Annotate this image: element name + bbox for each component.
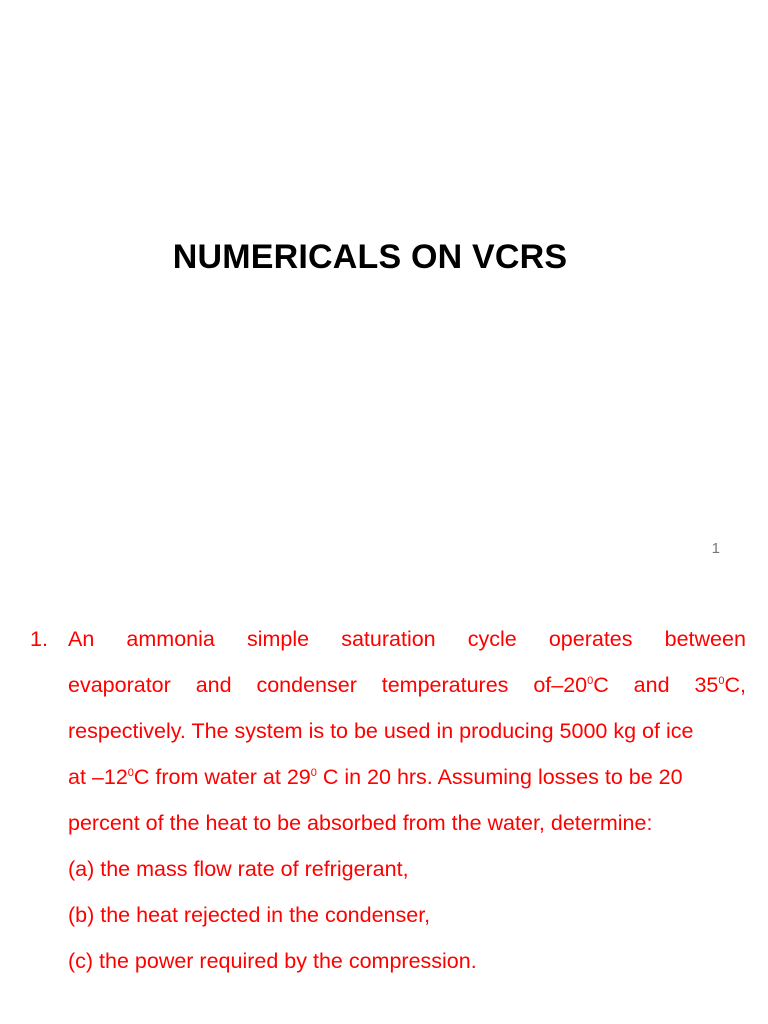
word: An: [68, 627, 95, 651]
word: temperatures: [381, 673, 509, 697]
problem-line-4: [68, 754, 746, 800]
word: between: [664, 627, 746, 651]
degree-superscript: 0: [310, 767, 317, 779]
word: C,: [724, 673, 746, 697]
text-segment: at –12: [68, 765, 128, 789]
word: C: [593, 673, 609, 697]
problem-line-5: percent of the heat to be absorbed from the water, determine:: [68, 811, 653, 835]
word: of–20: [533, 673, 588, 697]
problem-number: 1.: [30, 627, 48, 651]
degree-superscript: 0: [587, 675, 594, 687]
problem-line-2: [68, 662, 746, 708]
word: saturation: [341, 627, 436, 651]
problem-item-a: (a) the mass flow rate of refrigerant,: [68, 857, 409, 881]
text-segment: C from water at 29: [133, 765, 311, 789]
problem-item-c: (c) the power required by the compression.: [68, 949, 477, 973]
problem-line-1: [68, 616, 746, 662]
word: and: [195, 673, 232, 697]
word: and: [633, 673, 670, 697]
problem-line-3: respectively. The system is to be used in producing 5000 kg of ice: [68, 719, 694, 743]
problem-item-b: (b) the heat rejected in the condenser,: [68, 903, 431, 927]
text-segment: C in 20 hrs. Assuming losses to be 20: [316, 765, 683, 789]
word: ammonia: [126, 627, 215, 651]
page-number: 1: [711, 540, 720, 557]
degree-superscript: 0: [718, 675, 725, 687]
word: simple: [246, 627, 310, 651]
temperature-evaporator: [533, 662, 608, 708]
slide-title: NUMERICALS ON VCRS: [172, 238, 568, 276]
degree-superscript: 0: [127, 767, 134, 779]
word: 35: [694, 673, 719, 697]
word: cycle: [467, 627, 517, 651]
word: evaporator: [68, 673, 171, 697]
word: operates: [548, 627, 633, 651]
problem-slide: [0, 576, 768, 1024]
temperature-condenser: [694, 662, 746, 708]
word: condenser: [256, 673, 357, 697]
problem-body: [68, 616, 746, 984]
